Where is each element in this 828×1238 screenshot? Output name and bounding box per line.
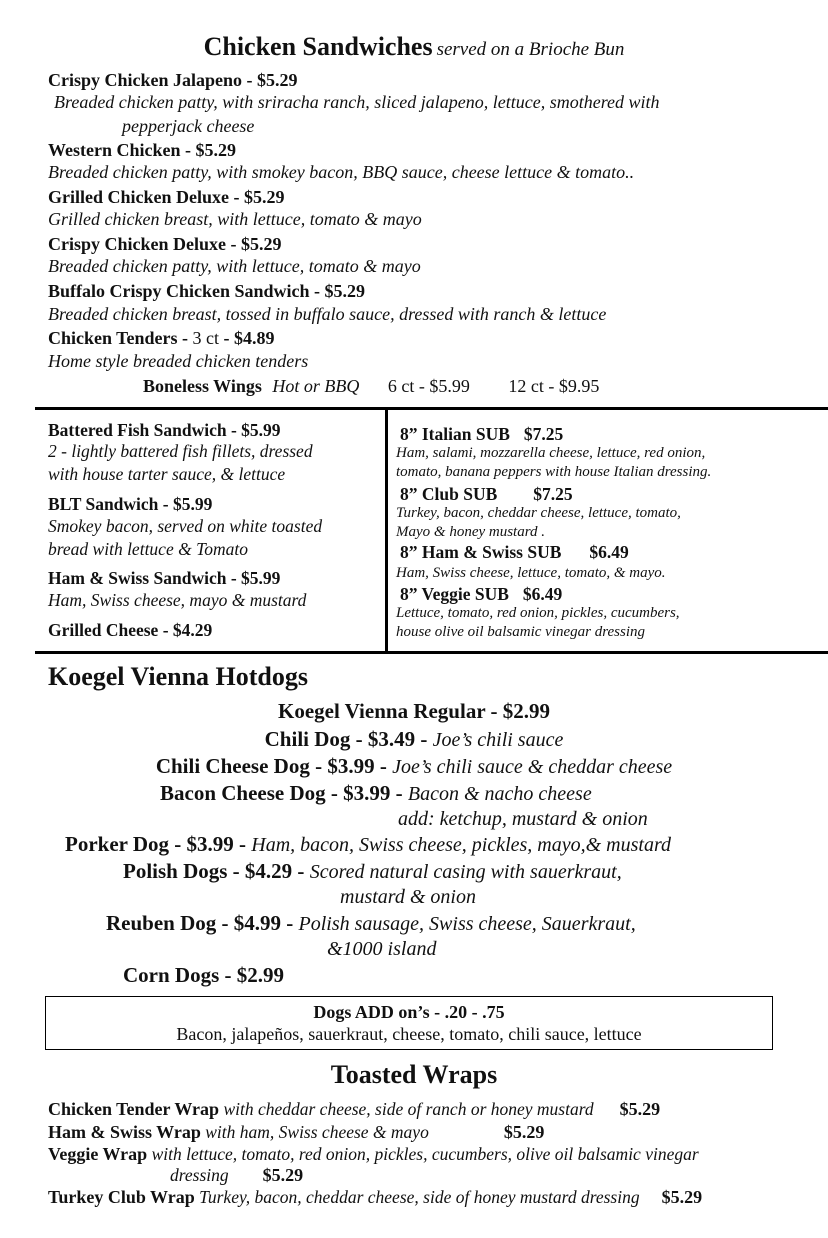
menu-item-desc: Breaded chicken patty, with sriracha ranch, sliced jalapeno, lettuce, smothered with	[54, 92, 660, 112]
menu-item-name: BLT Sandwich - $5.99	[48, 494, 213, 514]
addons-box	[45, 996, 773, 1050]
chicken-title: Chicken Sandwiches	[203, 32, 433, 61]
sub-desc: Ham, Swiss cheese, lettuce, tomato, & mayo.	[396, 565, 666, 581]
addons-desc: Bacon, jalapeños, sauerkraut, cheese, tomato, chili sauce, lettuce	[176, 1024, 642, 1044]
hotdog-item: Polish Dogs - $4.29 - Scored natural casing with sauerkraut,	[123, 859, 622, 883]
sub-desc: Ham, salami, mozzarella cheese, lettuce, red onion,	[396, 445, 706, 461]
hotdog-item: Chili Cheese Dog - $3.99 - Joe’s chili sauce & cheddar cheese	[155, 754, 673, 778]
menu-item-name: Buffalo Crispy Chicken Sandwich - $5.29	[48, 281, 366, 301]
wrap-item: Chicken Tender Wrap with cheddar cheese, side of ranch or honey mustard $5.29	[48, 1099, 661, 1119]
menu-item-desc: bread with lettuce & Tomato	[48, 539, 248, 559]
sub-name: 8” Club SUB $7.25	[400, 484, 573, 504]
wrap-item: Ham & Swiss Wrap with ham, Swiss cheese & mayo $5.29	[48, 1122, 545, 1142]
menu-item-desc: 2 - lightly battered fish fillets, dressed	[48, 441, 313, 461]
menu-item-name: Chicken Tenders - 3 ct - $4.89	[48, 328, 275, 348]
menu-item-desc: Breaded chicken patty, with smokey bacon, BBQ sauce, cheese lettuce & tomato..	[48, 162, 635, 182]
hotdog-item-desc: add: ketchup, mustard & onion	[398, 808, 648, 830]
menu-item-desc: Grilled chicken breast, with lettuce, tomato & mayo	[48, 209, 422, 229]
menu-item-name: Western Chicken - $5.29	[48, 140, 236, 160]
menu-item-name: Crispy Chicken Jalapeno - $5.29	[48, 70, 298, 90]
hotdog-item: Koegel Vienna Regular - $2.99	[277, 699, 550, 723]
hotdog-item-desc: mustard & onion	[340, 886, 476, 908]
menu-item-desc: with house tarter sauce, & lettuce	[48, 464, 286, 484]
sub-name: 8” Ham & Swiss SUB $6.49	[400, 542, 629, 562]
menu-item-desc: pepperjack cheese	[122, 116, 255, 136]
wraps-title: Toasted Wraps	[330, 1060, 498, 1089]
menu-item-name: Crispy Chicken Deluxe - $5.29	[48, 234, 282, 254]
hotdog-item: Chili Dog - $3.49 - Joe’s chili sauce	[264, 727, 564, 751]
divider	[35, 651, 828, 654]
hotdog-item: Corn Dogs - $2.99	[123, 963, 284, 987]
sub-desc: tomato, banana peppers with house Italian dressing.	[396, 464, 712, 480]
sub-name: 8” Veggie SUB $6.49	[400, 584, 563, 604]
hotdog-item-desc: &1000 island	[327, 938, 437, 960]
hotdog-item: Bacon Cheese Dog - $3.99 - Bacon & nacho cheese	[160, 781, 592, 805]
menu-item-desc: Smokey bacon, served on white toasted	[48, 516, 323, 536]
sub-desc: house olive oil balsamic vinegar dressing	[396, 624, 645, 640]
column-divider	[385, 410, 388, 653]
sub-desc: Lettuce, tomato, red onion, pickles, cucumbers,	[396, 605, 680, 621]
hotdogs-title: Koegel Vienna Hotdogs	[48, 662, 309, 691]
menu-item-desc: Ham, Swiss cheese, mayo & mustard	[48, 590, 307, 610]
wings-large: 12 ct - $9.95	[508, 376, 600, 396]
hotdog-item: Porker Dog - $3.99 - Ham, bacon, Swiss cheese, pickles, mayo,& mustard	[65, 832, 671, 856]
wings-flavors: Hot or BBQ	[272, 376, 360, 396]
wrap-item: Veggie Wrap with lettuce, tomato, red onion, pickles, cucumbers, olive oil balsamic vinegar	[48, 1144, 699, 1164]
wrap-item-cont: dressing $5.29	[170, 1165, 304, 1185]
menu-item-name: Grilled Cheese - $4.29	[48, 620, 213, 640]
sub-name: 8” Italian SUB $7.25	[400, 424, 564, 444]
sub-desc: Turkey, bacon, cheddar cheese, lettuce, tomato,	[396, 505, 681, 521]
boneless-wings-line	[143, 376, 599, 397]
wrap-item: Turkey Club Wrap Turkey, bacon, cheddar cheese, side of honey mustard dressing $5.29	[48, 1187, 703, 1207]
menu-item-desc: Breaded chicken breast, tossed in buffalo sauce, dressed with ranch & lettuce	[48, 304, 607, 324]
menu-item-name: Grilled Chicken Deluxe - $5.29	[48, 187, 285, 207]
menu-item-desc: Home style breaded chicken tenders	[48, 351, 309, 371]
sub-desc: Mayo & honey mustard .	[396, 524, 546, 540]
menu-item-name: Battered Fish Sandwich - $5.99	[48, 420, 281, 440]
menu-item-name: Ham & Swiss Sandwich - $5.99	[48, 568, 281, 588]
wings-small: 6 ct - $5.99	[387, 376, 470, 396]
divider	[35, 407, 828, 410]
chicken-subtitle: served on a Brioche Bun	[436, 39, 625, 60]
addons-title: Dogs ADD on’s - .20 - .75	[313, 1002, 505, 1022]
hotdog-item: Reuben Dog - $4.99 - Polish sausage, Swiss cheese, Sauerkraut,	[106, 911, 636, 935]
chicken-section-title	[0, 32, 828, 62]
wings-name: Boneless Wings	[143, 376, 262, 396]
menu-item-desc: Breaded chicken patty, with lettuce, tomato & mayo	[48, 256, 421, 276]
